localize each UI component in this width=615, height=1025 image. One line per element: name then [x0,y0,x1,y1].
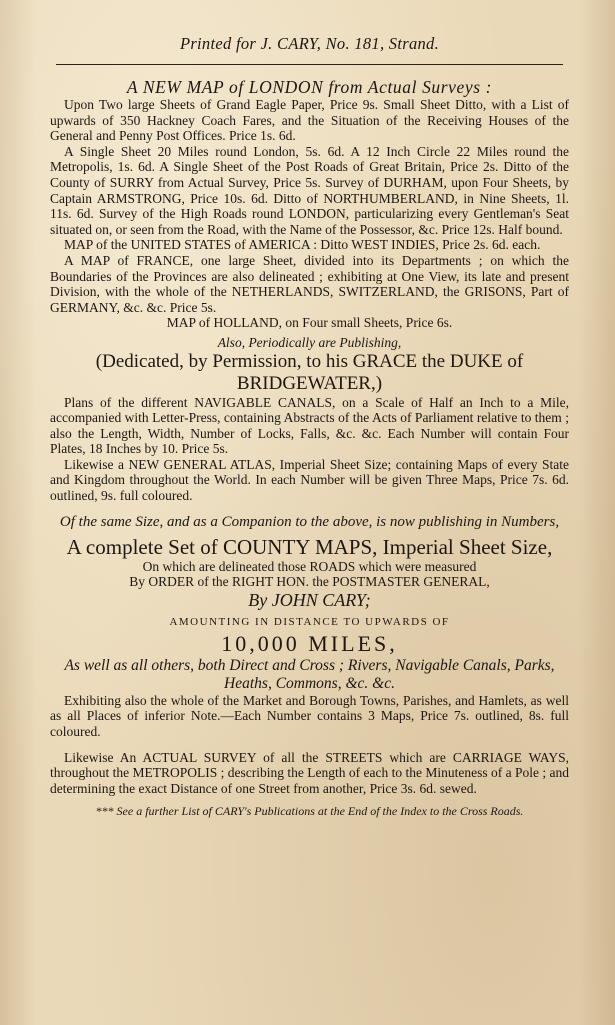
further-list-note: *** See a further List of CARY's Publications at the End of the Index to the Cross Roads. [95,804,524,819]
amounting-line: AMOUNTING IN DISTANCE TO UPWARDS OF [169,615,450,628]
printer-header: Printed for J. CARY, No. 181, Strand. [179,34,440,53]
dedication-line: (Dedicated, by Permission, to his GRACE the DUKE of BRIDGEWATER,) [95,350,524,394]
streets-survey-description: Likewise An ACTUAL SURVEY of all the STREETS which are CARRIAGE WAYS, throughout the METROPOLIS ; describing the Length of each to the Minuteness of a Pole ; and determining the exact Distance of one Street from another, Price 3s. 6d. sewed. [50,749,569,796]
miles-line: 10,000 MILES, [221,630,398,656]
postmaster-line: By ORDER of the RIGHT HON. the POSTMASTER GENERAL, [129,574,490,590]
other-maps-description: A Single Sheet 20 Miles round London, 5s. 6d. A 12 Inch Circle 22 Miles round the Metropolis, 1s. 6d. A Single Sheet of the Post Roads of Great Britain, Price 2s. Ditto of the County of SURRY from Actual Survey, Price 5s. Survey of DURHAM, upon Four Sheets, by Captain ARMSTRONG, Price 10s. 6d. Ditto of NORTHUMBERLAND, in Nine Sheets, 1l. 11s. 6d. Survey of the High Roads round LONDON, particularizing every Gentleman's Seat situated on, or seen from the Road, with the Name of the Possessor, &c. Price 12s. Half bound. [50,143,569,237]
county-maps-title: A complete Set of COUNTY MAPS, Imperial Sheet Size, [66,534,553,559]
atlas-description: Likewise a NEW GENERAL ATLAS, Imperial Sheet Size; containing Maps of every State and Kingdom throughout the World. In each Number will be given Three Maps, Price 7s. 6d. outlined, 9s. full coloured. [50,456,569,504]
holland-map-description: MAP of HOLLAND, on Four small Sheets, Price 6s. [166,315,453,331]
france-map-description: A MAP of FRANCE, one large Sheet, divided into its Departments ; on which the Boundaries of the Provinces are also delineated ; exhibiting at One View, its late and present Division, with the whole of the NETHERLANDS, SWITZERLAND, the GRISONS, Part of GERMANY, &c. &c. Price 5s. [50,252,569,315]
roads-measured-line: On which are delineated those ROADS which were measured [142,558,477,574]
companion-line: Of the same Size, and as a Companion to the above, is now publishing in Numbers, [59,513,560,530]
header-rule [56,64,563,65]
market-towns-description: Exhibiting also the whole of the Market and Borough Towns, Parishes, and Hamlets, as well as all Places of inferior Note.—Each Number contains 3 Maps, Price 7s. outlined, 8s. full coloured. [50,692,569,740]
london-map-description: Upon Two large Sheets of Grand Eagle Paper, Price 9s. Small Sheet Ditto, with a List of upwards of 350 Hackney Coach Fares, and the Situation of the Receiving Houses of the General and Penny Post Offices. Price 1s. 6d. [50,97,569,144]
author-line: By JOHN CARY; [248,589,371,610]
america-maps-description: MAP of the UNITED STATES of AMERICA : Ditto WEST INDIES, Price 2s. 6d. each. [64,237,541,253]
roads-list: As well as all others, both Direct and Cross ; Rivers, Navigable Canals, Parks, Heaths, Commons, &c. &c. [64,656,555,692]
canals-description: Plans of the different NAVIGABLE CANALS, on a Scale of Half an Inch to a Mile, accompanied with Letter-Press, containing Abstracts of the Acts of Parliament relative to them ; also the Length, Width, Number of Locks, Falls, &c. &c. Each Number will contain Four Plates, 18 Inches by 10. Price 5s. [50,394,569,457]
london-map-title: A NEW MAP of LONDON from Actual Surveys : [126,77,493,97]
also-publishing-line: Also, Periodically are Publishing, [217,334,402,350]
